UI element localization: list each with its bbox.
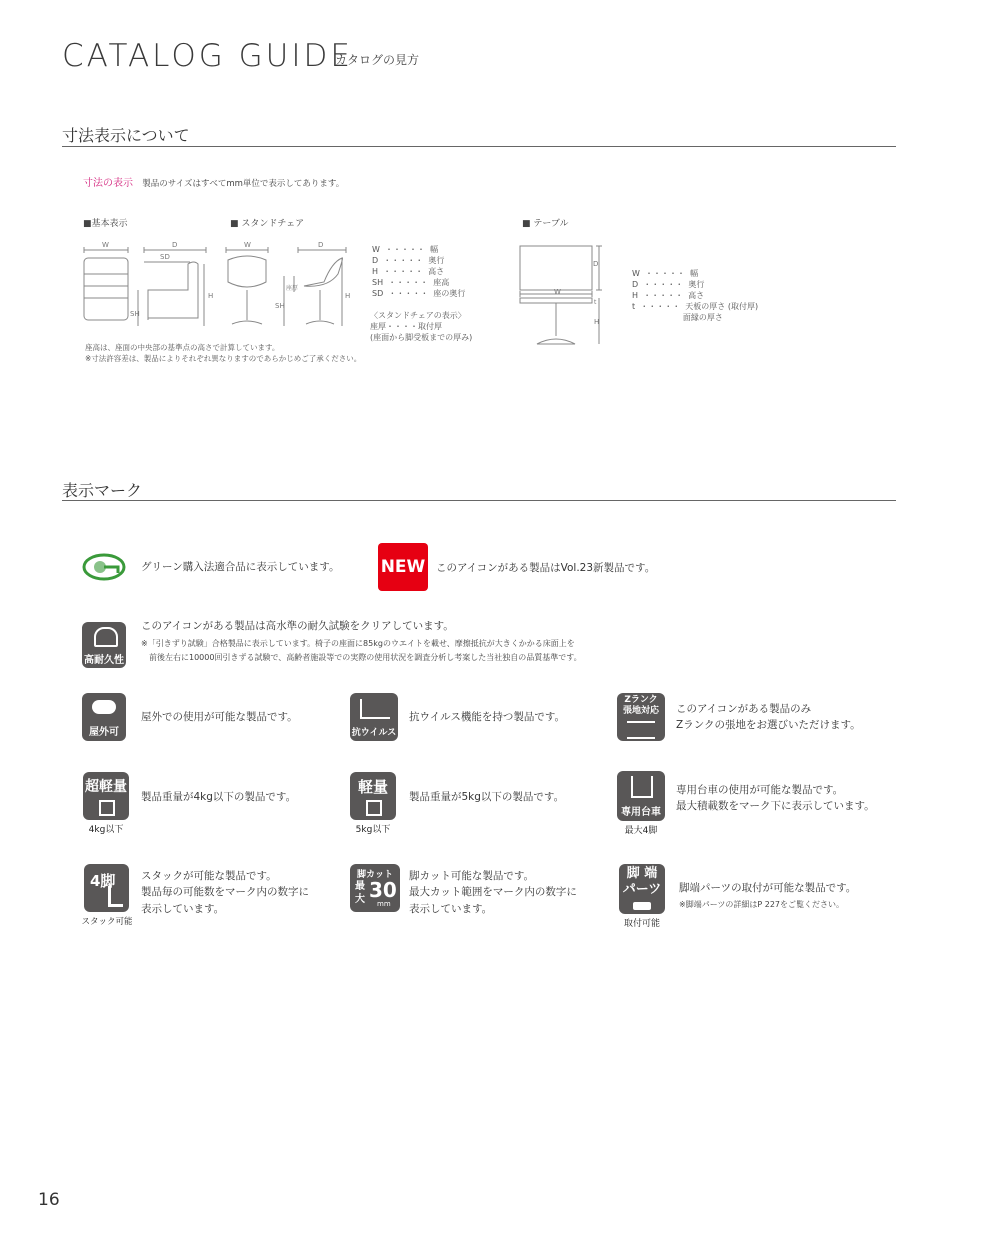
green-purchase-icon (82, 552, 126, 582)
basic-sd: SD (160, 253, 170, 261)
legcut-text-line: 最大カット範囲をマーク内の数字に (409, 886, 577, 899)
green-text: グリーン購入法適合品に表示しています。 (141, 561, 340, 573)
outdoor-icon-label: 屋外可 (89, 727, 119, 738)
basic-sh: SH (130, 310, 140, 318)
weight-icon (366, 800, 382, 816)
stand-title: ■ スタンドチェア (230, 219, 305, 229)
durable-text: このアイコンがある製品は高水準の耐久試験をクリアしています。 (141, 620, 454, 632)
legparts-note: ※脚端パーツの詳細はP 227をご覧ください。 (679, 900, 845, 909)
zrank-icon-label1: Zランク (624, 695, 658, 705)
zrank-icon (617, 693, 665, 741)
cart-icon (617, 771, 665, 821)
table-w: W (554, 288, 561, 296)
table-title: ■ テーブル (522, 219, 569, 229)
catalog-guide-subtitle: カタログの見方 (335, 53, 420, 67)
stack-icon (84, 864, 129, 912)
stand-chair-diagram (222, 238, 362, 333)
stack-text-line: 表示しています。 (141, 902, 225, 915)
stand-note: 〈スタンドチェアの表示〉 座厚・・・・取付厚 (座面から脚受板までの厚み) (370, 311, 473, 343)
durable-note-line: ※「引きずり試験」合格製品に表示しています。椅子の座面に85kgのウエイトを載せ、摩擦抵抗が大きくかかる床面上を (141, 639, 575, 648)
section-divider (62, 500, 896, 501)
new-text: このアイコンがある製品はVol.23新製品です。 (436, 562, 656, 574)
superlight-icon-label: 超軽量 (85, 779, 127, 795)
durable-icon (82, 622, 126, 668)
stack-text-line: 製品毎の可能数をマーク内の数字に (141, 886, 309, 899)
durable-note (141, 637, 582, 664)
stand-h: H (345, 292, 351, 300)
stand-zaatsu: 座厚 (286, 285, 299, 292)
legparts-text: 脚端パーツの取付が可能な製品です。 (679, 882, 857, 894)
dimension-note: 座高は、座面の中央部の基準点の高さで計算しています。 (85, 343, 280, 352)
stack-text (141, 868, 309, 917)
trolley-icon (631, 776, 653, 798)
antivirus-text: 抗ウイルス機能を持つ製品です。 (409, 711, 566, 723)
cart-text (676, 782, 875, 815)
basic-w: W (102, 241, 109, 249)
zrank-text (676, 701, 861, 734)
legcut-text-line: 脚カット可能な製品です。 (409, 870, 535, 882)
legcut-icon-label: 脚カット (357, 870, 393, 880)
section-divider (62, 146, 896, 147)
superlight-icon (83, 772, 129, 820)
zrank-text-line: Zランクの張地をお選びいただけます。 (676, 719, 861, 732)
arm-icon (94, 627, 118, 647)
dimension-notes (85, 343, 361, 365)
dimension-label: 寸法の表示 (83, 178, 133, 189)
weight-icon (99, 800, 115, 816)
outdoor-text: 屋外での使用が可能な製品です。 (141, 711, 298, 723)
table-diagram (515, 238, 615, 353)
stack-icon-label: 4脚 (90, 872, 116, 890)
page-number: 16 (38, 1190, 60, 1210)
basic-sofa-diagram (80, 238, 220, 333)
legcut-text (409, 868, 577, 917)
antivirus-icon (350, 693, 398, 741)
light-caption: 5kg以下 (355, 825, 391, 835)
dimensions-heading: 寸法表示について (62, 126, 190, 145)
stacked-chairs-icon (108, 886, 123, 907)
stack-text-line: スタックが可能な製品です。 (141, 870, 277, 882)
superlight-text: 製品重量が4kg以下の製品です。 (141, 791, 297, 803)
zrank-icon-label2: 張地対応 (622, 706, 659, 716)
leg-cap-icon (633, 902, 651, 910)
table-legend: W ・・・・・ 幅 D ・・・・・ 奥行 H ・・・・・ 高さ t ・・・・・ 天板の厚さ (取付厚) 面縁の厚さ (632, 269, 759, 323)
legcut-icon-unit: mm (377, 900, 391, 908)
stack-caption: スタック可能 (81, 917, 133, 927)
superlight-caption: 4kg以下 (88, 825, 124, 835)
light-icon-label: 軽量 (357, 778, 388, 796)
legcut-icon (350, 864, 400, 912)
legcut-icon-dai: 大 (355, 894, 365, 905)
legparts-icon (619, 864, 665, 914)
cart-text-line: 最大積載数をマーク下に表示しています。 (676, 800, 875, 813)
stand-w: W (244, 241, 251, 249)
basic-d: D (172, 241, 178, 249)
dimension-note: ※寸法許容差は、製品によりそれぞれ異なりますのであらかじめご了承ください。 (85, 353, 362, 363)
cart-text-line: 専用台車の使用が可能な製品です。 (676, 784, 844, 796)
durable-icon-label: 高耐久性 (84, 655, 124, 666)
legparts-icon-label1: 脚 端 (626, 866, 658, 881)
stand-sh: SH (275, 302, 285, 310)
catalog-guide-title: CATALOG GUIDE (62, 38, 353, 74)
table-t: t (594, 299, 597, 306)
dimension-label-row (83, 174, 344, 189)
legcut-icon-max: 最 (355, 881, 365, 892)
new-icon: NEW (378, 543, 428, 591)
light-text: 製品重量が5kg以下の製品です。 (409, 791, 565, 803)
table-h: H (594, 318, 600, 326)
cart-icon-label: 専用台車 (621, 807, 661, 818)
cart-caption: 最大4脚 (624, 826, 658, 836)
cloud-icon (92, 700, 116, 714)
basic-title: ■基本表示 (83, 219, 128, 229)
marks-heading: 表示マーク (62, 481, 143, 500)
zrank-text-line: このアイコンがある製品のみ (676, 703, 812, 715)
dimension-desc: 製品のサイズはすべてmm単位で表示してあります。 (142, 179, 345, 189)
light-icon (350, 772, 396, 820)
legcut-icon-number: 30 (369, 878, 397, 902)
basic-h: H (208, 292, 214, 300)
legcut-text-line: 表示しています。 (409, 902, 493, 915)
table-d: D (593, 260, 599, 268)
fabric-layers-icon (627, 721, 655, 739)
legparts-icon-label2: パーツ (622, 882, 662, 897)
legparts-caption: 取付可能 (623, 919, 660, 929)
durable-note-line: 前後左右に10000回引きずる試験で、高齢者施設等での実際の使用状況を調査分析し考案した当社独自の品質基準です。 (149, 652, 582, 662)
outdoor-icon (82, 693, 126, 741)
stand-d: D (318, 241, 324, 249)
antivirus-icon-label: 抗ウイルス (351, 728, 397, 738)
stand-legend: W ・・・・・ 幅 D ・・・・・ 奥行 H ・・・・・ 高さ SH ・・・・・ 座高 SD ・・・・・ 座の奥行 (372, 245, 466, 299)
virus-shield-icon (360, 699, 390, 719)
